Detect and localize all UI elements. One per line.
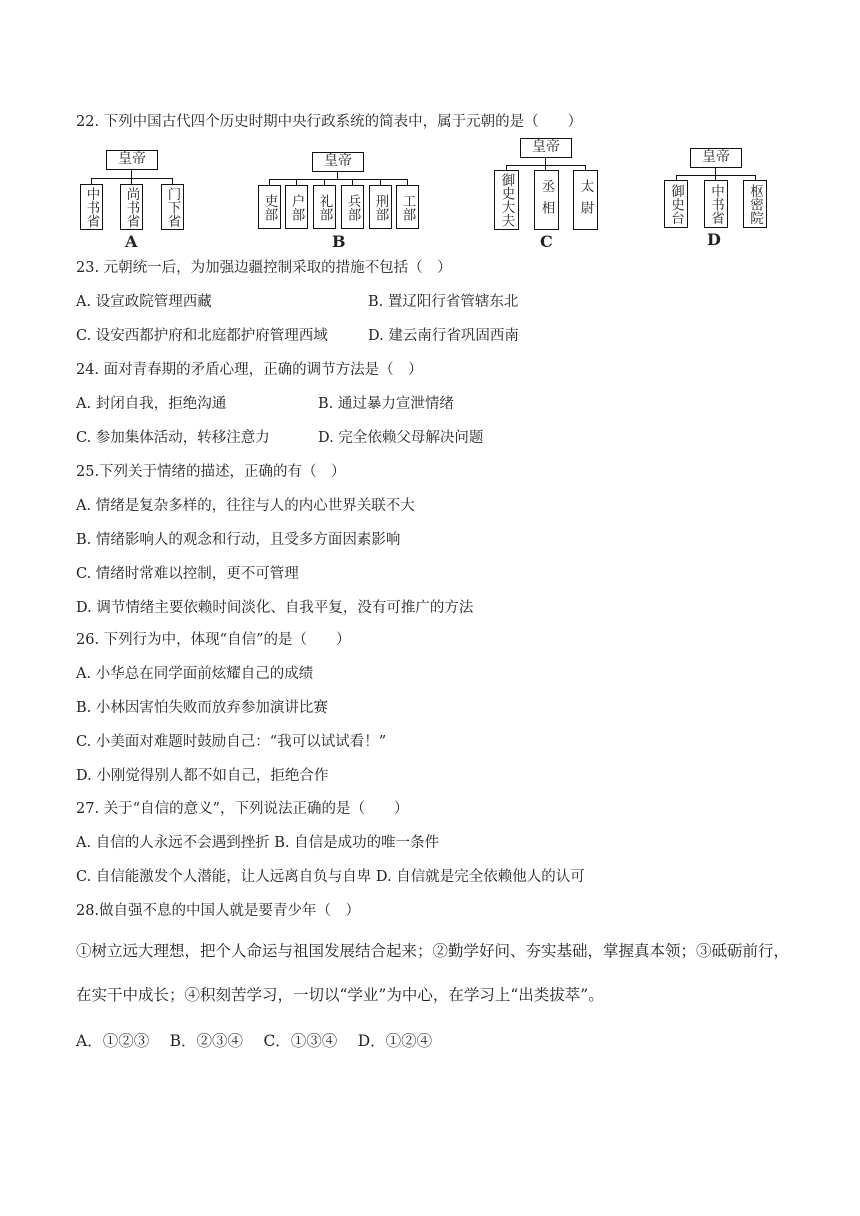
question-24-option-d: D. 完全依赖父母解决问题 — [318, 430, 484, 446]
diagram-b-box-2: 户部 — [285, 185, 308, 229]
question-26-option-d: D. 小刚觉得别人都不如自己，拒绝合作 — [76, 768, 329, 784]
diagram-c-box-3: 太尉 — [573, 170, 598, 230]
question-28-body-line-1: ①树立远大理想，把个人命运与祖国发展结合起来；②勤学好问、夯实基础，掌握真本领；③砥砺前行， — [76, 942, 790, 960]
question-27-options-cd: C. 自信能激发个人潜能，让人远离自负与自卑 D. 自信就是完全依赖他人的认可 — [76, 869, 585, 885]
question-23-option-a: A. 设宣政院管理西藏 — [76, 294, 212, 310]
diagram-a-box-1: 中书省 — [80, 184, 103, 230]
diagram-b — [256, 152, 421, 252]
question-25-option-c: C. 情绪时常难以控制，更不可管理 — [76, 566, 299, 582]
question-28-body-line-2: 在实干中成长；④积刻苦学习，一切以“学业”为中心，在学习上“出类拔萃”。 — [76, 986, 604, 1004]
diagram-d-label: D — [707, 230, 721, 249]
diagram-b-label: B — [332, 232, 346, 251]
question-22-stem: 22. 下列中国古代四个历史时期中央行政系统的简表中，属于元朝的是（ ） — [76, 114, 583, 130]
question-26-option-a: A. 小华总在同学面前炫耀自己的成绩 — [76, 666, 314, 682]
diagram-a-box-3: 门下省 — [161, 184, 184, 230]
question-26-stem: 26. 下列行为中，体现“自信”的是（ ） — [76, 632, 351, 648]
question-24-option-c: C. 参加集体活动，转移注意力 — [76, 430, 270, 446]
question-24-option-b: B. 通过暴力宣泄情绪 — [318, 396, 454, 412]
diagram-d-box-3: 枢密院 — [743, 180, 767, 228]
question-25-option-b: B. 情绪影响人的观念和行动，且受多方面因素影响 — [76, 532, 401, 548]
question-28-stem: 28.做自强不息的中国人就是要青少年（ ） — [76, 903, 361, 919]
question-27-stem: 27. 关于“自信的意义”，下列说法正确的是（ ） — [76, 801, 409, 817]
diagram-a — [80, 150, 190, 250]
diagram-a-emperor-box: 皇帝 — [106, 150, 158, 170]
diagram-c-box-2: 丞相 — [534, 170, 559, 230]
diagram-c — [494, 138, 604, 250]
diagram-c-label: C — [540, 232, 553, 251]
diagram-d-box-2: 中书省 — [704, 180, 728, 228]
question-24-stem: 24. 面对青春期的矛盾心理，正确的调节方法是（ ） — [76, 362, 423, 378]
diagram-b-box-1: 吏部 — [258, 185, 281, 229]
diagram-a-box-2: 尚书省 — [120, 184, 143, 230]
diagram-b-box-3: 礼部 — [313, 185, 336, 229]
question-27-options-ab: A. 自信的人永远不会遇到挫折 B. 自信是成功的唯一条件 — [76, 835, 440, 851]
question-23-option-c: C. 设安西都护府和北庭都护府管理西域 — [76, 328, 328, 344]
diagram-b-box-6: 工部 — [396, 185, 419, 229]
question-23-option-b: B. 置辽阳行省管辖东北 — [368, 294, 519, 310]
question-23-option-d: D. 建云南行省巩固西南 — [368, 328, 519, 344]
diagram-b-box-4: 兵部 — [341, 185, 364, 229]
diagram-a-label: A — [125, 232, 138, 251]
question-28-options: A．①②③ B．②③④ C．①③④ D．①②④ — [76, 1032, 433, 1050]
diagram-c-box-1: 御史大夫 — [494, 170, 519, 230]
question-23-stem: 23. 元朝统一后，为加强边疆控制采取的措施不包括（ ） — [76, 260, 452, 276]
question-24-option-a: A. 封闭自我，拒绝沟通 — [76, 396, 227, 412]
question-25-option-d: D. 调节情绪主要依赖时间淡化、自我平复，没有可推广的方法 — [76, 600, 474, 616]
diagram-d-emperor-box: 皇帝 — [690, 148, 742, 168]
diagram-b-emperor-box: 皇帝 — [312, 152, 364, 172]
diagram-b-box-5: 刑部 — [369, 185, 392, 229]
question-25-option-a: A. 情绪是复杂多样的，往往与人的内心世界关联不大 — [76, 498, 415, 514]
question-25-stem: 25.下列关于情绪的描述，正确的有（ ） — [76, 464, 346, 480]
question-26-option-b: B. 小林因害怕失败而放弃参加演讲比赛 — [76, 700, 328, 716]
diagram-d-box-1: 御史台 — [664, 180, 688, 228]
question-26-option-c: C. 小美面对难题时鼓励自己：“我可以试试看！” — [76, 734, 387, 750]
diagram-c-emperor-box: 皇帝 — [520, 138, 572, 158]
diagram-d — [664, 148, 774, 250]
